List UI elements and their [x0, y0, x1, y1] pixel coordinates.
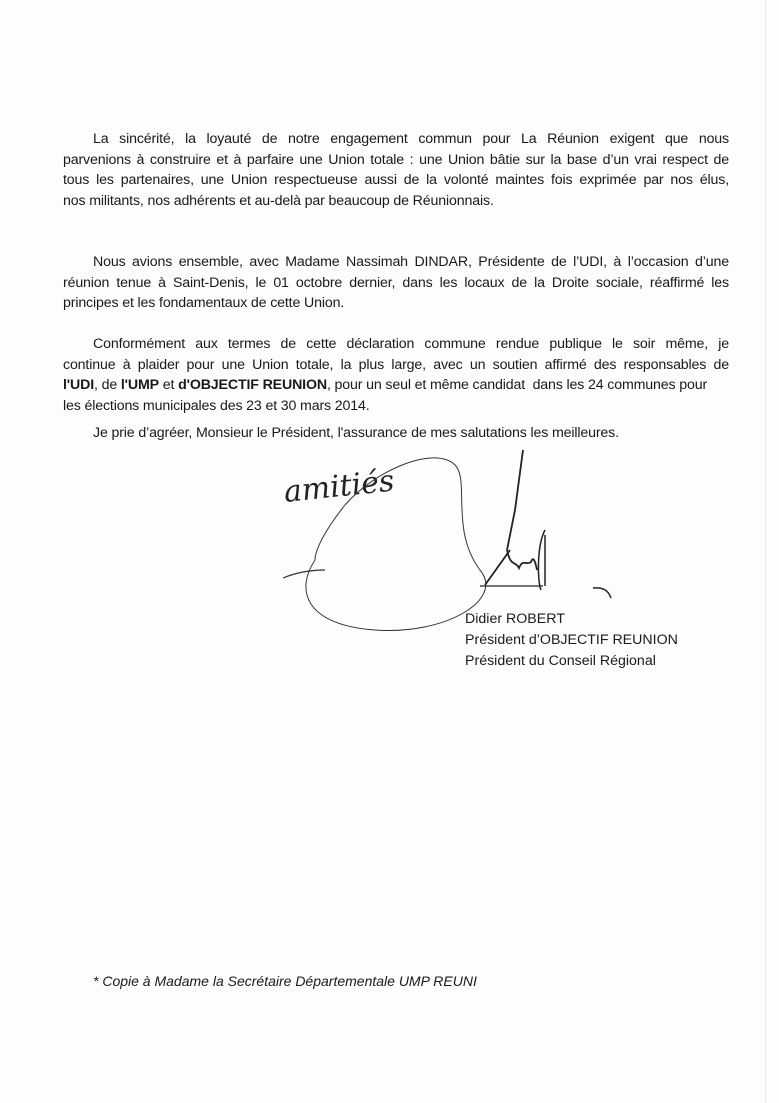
paragraph-2-line-2: réunion tenue à Saint-Denis, le 01 octobre dernier, dans les locaux de la Droite sociale, réaffirmé les — [63, 274, 729, 291]
paragraph-2 — [63, 252, 729, 314]
paragraph-3-line-4: les élections municipales des 23 et 30 mars 2014. — [63, 397, 370, 414]
handwritten-amities: amitiés — [282, 463, 396, 510]
closing-salutation: Je prie d’agréer, Monsieur le Président, l'assurance de mes salutations les meilleures. — [93, 425, 619, 441]
paragraph-3-line-2: continue à plaider pour une Union totale, la plus large, avec un soutien affirmé des responsables de — [63, 356, 729, 373]
paragraph-1-line-3: tous les partenaires, une Union respectueuse aussi de la volonté maintes fois exprimée par nos élus, — [63, 172, 729, 188]
party-ump: l'UMP — [120, 377, 159, 393]
signatory-block — [465, 609, 678, 672]
paragraph-3-line-1: Conformément aux termes de cette déclaration commune rendue publique le soir même, je — [93, 336, 729, 352]
signatory-title-1: Président d’OBJECTIF REUNION — [465, 632, 678, 648]
paragraph-1-line-4: nos militants, nos adhérents et au-delà par beaucoup de Réunionnais. — [63, 192, 494, 209]
paragraph-2-line-1: Nous avions ensemble, avec Madame Nassimah DINDAR, Présidente de l’UDI, à l’occasion d’une — [93, 254, 729, 270]
paragraph-1 — [63, 129, 729, 211]
paragraph-3-line-3: l'UDI, de l'UMP et d'OBJECTIF REUNION, pour un seul et même candidat dans les 24 communes pour — [63, 377, 708, 393]
copy-footnote: * Copie à Madame la Secrétaire Départementale UMP REUNI — [93, 973, 477, 989]
paragraph-1-line-2: parvenions à construire et à parfaire une Union totale : une Union bâtie sur la base d’un vrai respect de — [63, 151, 729, 168]
signatory-name: Didier ROBERT — [465, 611, 565, 627]
paragraph-2-line-3: principes et les fondamentaux de cette Union. — [63, 295, 345, 311]
scan-margin-line — [765, 0, 766, 1103]
paragraph-3 — [63, 334, 729, 416]
party-objectif-reunion: d'OBJECTIF REUNION — [178, 377, 327, 393]
paragraph-1-line-1: La sincérité, la loyauté de notre engagement commun pour La Réunion exigent que nous — [93, 131, 729, 147]
party-udi: l'UDI — [63, 377, 94, 393]
signatory-title-2: Président du Conseil Régional — [465, 653, 656, 669]
